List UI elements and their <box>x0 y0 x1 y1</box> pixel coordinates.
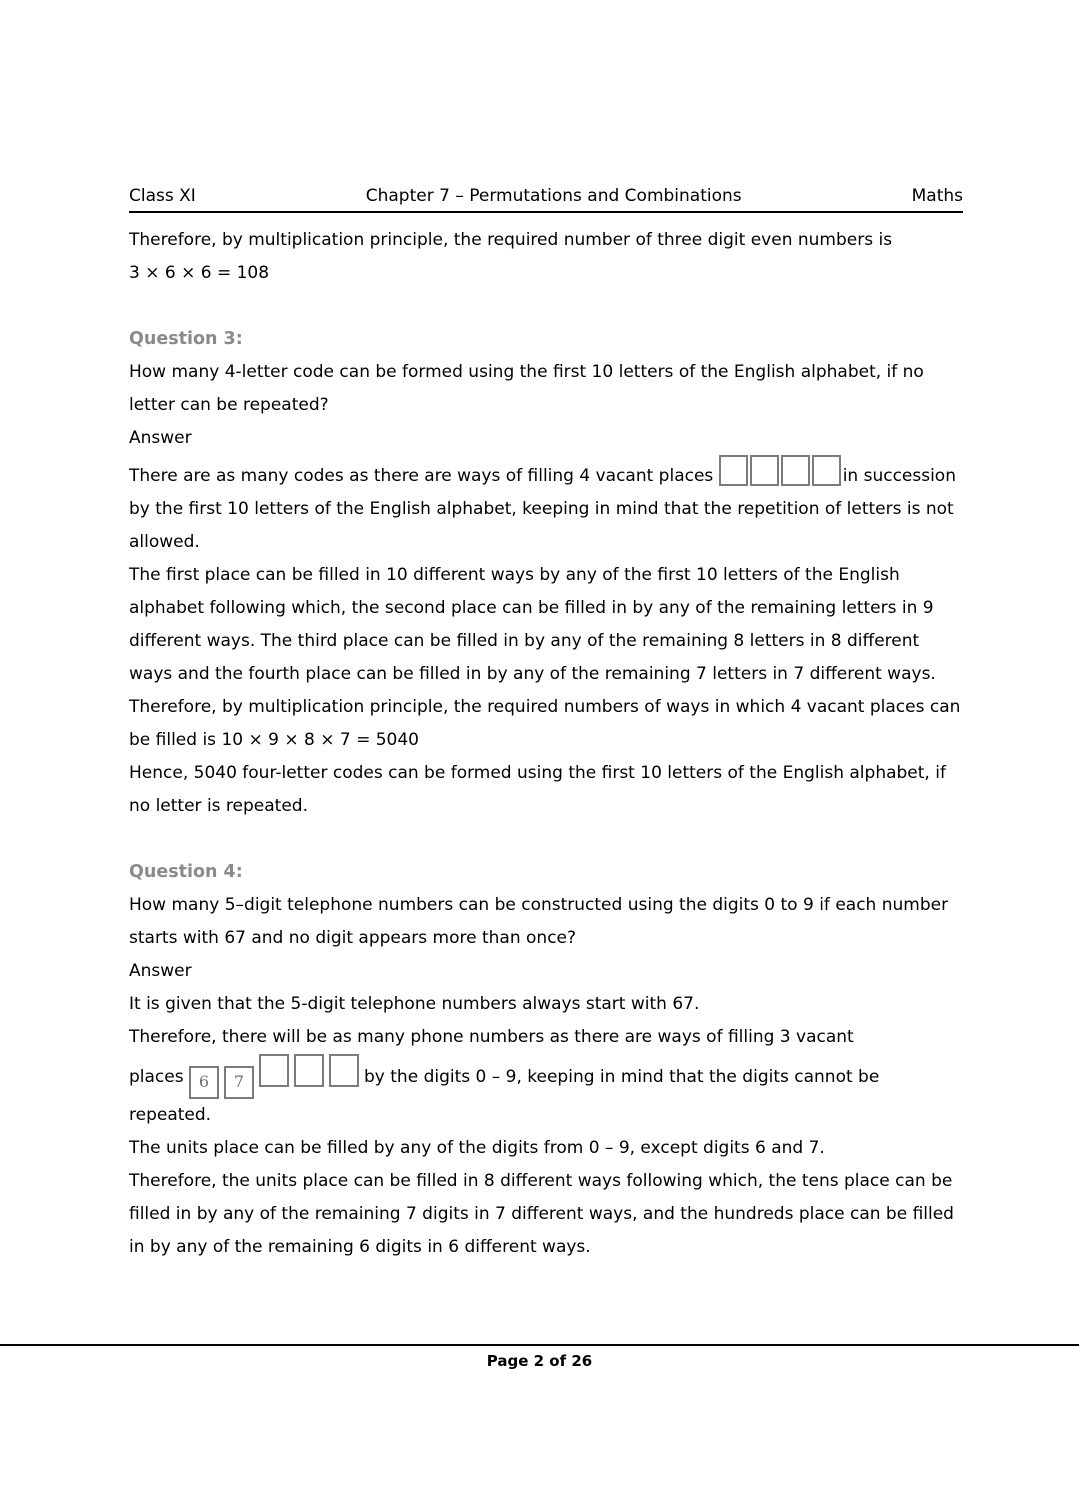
chapter-title: Chapter 7 – Permutations and Combinations <box>365 186 742 206</box>
q3-body-paragraph-3: Hence, 5040 four-letter codes can be formed using the first 10 letters of the English alphabet, if no letter is repeated. <box>129 763 946 816</box>
q4-fill-paragraph <box>129 1021 963 1132</box>
q4-body-paragraph-3: Therefore, the units place can be filled in 8 different ways following which, the tens place can be filled in by any of the remaining 7 digits in 7 different ways, and the hundreds place can be filled in by any of the remaining 6 digits in 6 different ways. <box>129 1171 954 1257</box>
vacant-box-7 <box>329 1054 359 1087</box>
q4-fill-line1: Therefore, there will be as many phone numbers as there are ways of filling 3 vacant <box>129 1027 854 1047</box>
page-number: Page 2 of 26 <box>486 1352 593 1370</box>
question-4-heading: Question 4: <box>129 862 243 882</box>
q3-fill-before: There are as many codes as there are ways of filling 4 vacant places <box>129 466 714 486</box>
subject-label: Maths <box>911 186 963 206</box>
q3-body-paragraph-2: Therefore, by multiplication principle, the required numbers of ways in which 4 vacant places can be filled is 10 × 9 × 8 × 7 = 5040 <box>129 697 961 750</box>
class-label: Class XI <box>129 186 196 206</box>
question-4-answer-label: Answer <box>129 961 192 981</box>
vacant-box-6 <box>294 1054 324 1087</box>
digit-box-7: 7 <box>224 1066 254 1099</box>
q3-fill-after: in succession by the first 10 letters of the English alphabet, keeping in mind that the repetition of letters is not allowed. <box>129 466 956 552</box>
page-header <box>129 186 963 213</box>
intro-equation: 3 × 6 × 6 = 108 <box>129 263 270 283</box>
q3-fill-paragraph <box>129 455 963 559</box>
digit-box-6: 6 <box>189 1066 219 1099</box>
question-3-text: How many 4-letter code can be formed using the first 10 letters of the English alphabet, if no letter can be repeated? <box>129 362 924 415</box>
q4-body-paragraph-1: It is given that the 5-digit telephone numbers always start with 67. <box>129 994 700 1014</box>
vacant-box-1 <box>719 455 748 486</box>
q4-fill-before: places <box>129 1067 184 1087</box>
q4-vacant-boxes <box>189 1067 364 1091</box>
q4-fill-after: by the digits 0 – 9, keeping in mind that the digits cannot be repeated. <box>129 1067 880 1125</box>
intro-paragraph <box>129 224 963 290</box>
vacant-box-5 <box>259 1054 289 1087</box>
q3-body-paragraph-1: The first place can be filled in 10 different ways by any of the first 10 letters of the English alphabet following which, the second place can be filled in by any of the remaining letters in 9 different ways. The third place can be filled in by any of the remaining 8 letters in 8 different ways and the fourth place can be filled in by any of the remaining 7 letters in 7 different ways. <box>129 565 936 684</box>
vacant-box-3 <box>781 455 810 486</box>
vacant-box-2 <box>750 455 779 486</box>
q4-body-paragraph-2: The units place can be filled by any of the digits from 0 – 9, except digits 6 and 7. <box>129 1138 825 1158</box>
page-content <box>129 224 963 1264</box>
q3-vacant-boxes <box>719 466 843 486</box>
vacant-box-4 <box>812 455 841 486</box>
footer-rule <box>0 1344 1079 1346</box>
question-3-answer-label: Answer <box>129 428 192 448</box>
intro-line1: Therefore, by multiplication principle, the required number of three digit even numbers is <box>129 230 893 250</box>
question-4-text: How many 5–digit telephone numbers can be constructed using the digits 0 to 9 if each number starts with 67 and no digit appears more than once? <box>129 895 949 948</box>
question-3-heading: Question 3: <box>129 329 243 349</box>
